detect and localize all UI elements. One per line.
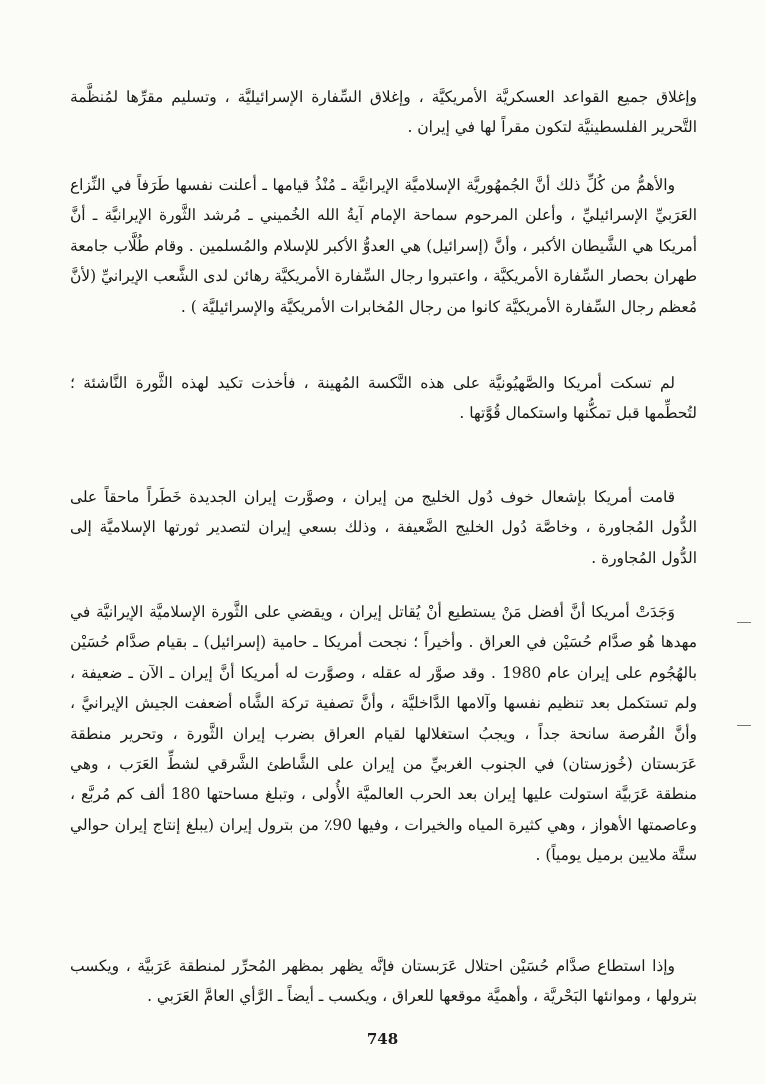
paragraph-2: والأهمُّ من كُلِّ ذلك أنَّ الجُمهُوريَّة الإسلاميَّة الإيرانيَّة ـ مُنْذُ قيامها ـ أعلنت نفسها طَرَفاً في النِّزاع العَرَبيِّ الإسرائيليِّ ، وأعلن المرحوم سماحة الإمام آيةُ الله الخُميني ـ مُرشد الثَّورة الإيرانيَّة ـ أنَّ أمريكا هي الشَّيطان الأكبر ، وأنَّ (إسرائيل) هي العدوُّ الأكبر للإسلام والمُسلمين . وقام طُلَّاب جامعة طهران بحصار السِّفارة الأمريكيَّة ، واعتبروا رجال السِّفارة الأمريكيَّة رهائن لدى الشَّعب الإيرانيِّ (لأنَّ مُعظم رجال السِّفارة الأمريكيَّة كانوا من رجال المُخابرات الأمريكيَّة والإسرائيليَّة ) . <box>70 176 697 316</box>
margin-tick <box>737 725 751 726</box>
paragraph-6: وإذا استطاع صدَّام حُسَيْن احتلال عَرَبستان فإنَّه يظهر بمظهر المُحرِّر لمنطقة عَرَبيَّة ، ويكسب بترولها ، وموانئها البَحْريَّة ، وأهميَّة موقعها للعراق ، ويكسب ـ أيضاً ـ الرَّأي العامَّ العَرَبي . <box>70 957 697 1006</box>
paragraph-5: وَجَدَتْ أمريكا أنَّ أفضل مَنْ يستطيع أنْ يُقاتل إيران ، ويقضي على الثَّورة الإسلاميَّة الإيرانيَّة في مهدها هُو صدَّام حُسَيْن في العراق . وأخيراً ؛ نجحت أمريكا ـ حامية (إسرائيل) ـ بقيام صدَّام حُسَيْن بالهُجُوم على إيران عام 1980 . وقد صوَّر له عقله ، وصوَّرت له أمريكا أنَّ إيران ـ الآن ـ ضعيفة ، ولم تستكمل بعد تنظيم نفسها وآلامها الدَّاخليَّة ، وأنَّ تصفية تركة الشَّاه أضعفت الجيش الإيرانيَّ ، وأنَّ الفُرصة سانحة جداً ، ويجبُ استغلالها لقيام العراق بضرب إيران الثَّورة ، وتحرير منطقة عَرَبستان (خُوزستان) في الجنوب الغربيِّ من إيران على الشَّاطئ الشَّرقي لشطِّ العَرَب ، وهي منطقة عَرَبيَّة استولت عليها إيران بعد الحرب العالميَّة الأُولى ، وتبلغ مساحتها 180 ألف كم مُربَّع ، وعاصمتها الأهواز ، وهي كثيرة المياه والخيرات ، وفيها 90٪ من بترول إيران (يبلغ إنتاج إيران حوالي ستَّة ملايين برميل يومياً) . <box>70 603 698 865</box>
paragraph-3: لم تسكت أمريكا والصَّهيُونيَّة على هذه النَّكسة المُهينة ، فأخذت تكيد لهذه الثَّورة النَّاشئة ؛ لتُحطِّمها قبل تمكُّنها واستكمال قُوَّتها . <box>70 374 697 423</box>
paragraph-1: وإغلاق جميع القواعد العسكريَّة الأمريكيَّة ، وإغلاق السِّفارة الإسرائيليَّة ، وتسليم مقرِّها لمُنظَّمة التَّحرير الفلسطينيَّة لتكون مقراً لها في إيران . <box>70 88 697 137</box>
page-number: 748 <box>366 1030 399 1048</box>
paragraph-4: قامت أمريكا بإشعال خوف دُول الخليج من إيران ، وصوَّرت إيران الجديدة خَطَراً ماحقاً على الدُّول المُجاورة ، وخاصَّة دُول الخليج الضَّعيفة ، وذلك بسعي إيران لتصدير ثورتها الإسلاميَّة إلى الدُّول المُجاورة . <box>70 488 697 567</box>
margin-tick <box>737 622 751 623</box>
